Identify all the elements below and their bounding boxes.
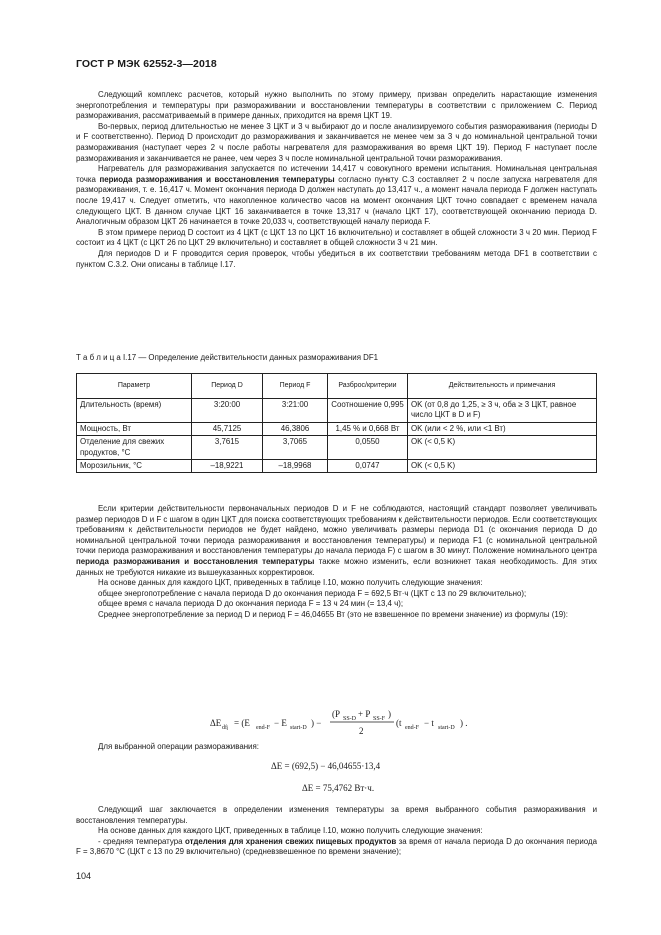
svg-text:− E: − E	[274, 718, 287, 728]
table-caption: Т а б л и ц а I.17 — Определение действительности данных размораживания DF1	[76, 353, 379, 362]
formula-result: ΔE = 75,4762 Вт·ч.	[302, 783, 375, 793]
svg-text:(t: (t	[396, 718, 402, 728]
svg-text:start-D: start-D	[438, 725, 455, 731]
table-cell: 0,0747	[328, 460, 408, 473]
document-header: ГОСТ Р МЭК 62552-3—2018	[76, 58, 217, 70]
svg-text:SS-F: SS-F	[373, 716, 386, 722]
table-cell: 1,45 % и 0,668 Вт	[328, 422, 408, 435]
table-header-cell: Параметр	[77, 374, 192, 399]
paragraph-1: Следующий комплекс расчетов, который нужно выполнить по этому примеру, призван определить нарастающие изменения энергопотребления и температуры при размораживании и восстановлении температуры в соответствии с приложением C. Период размораживания, рассматриваемый в примере данных, приходится на время ЦКТ 19.	[76, 90, 597, 121]
table-row	[77, 436, 597, 460]
text-block-bottom	[76, 805, 597, 858]
svg-text:): )	[388, 709, 391, 719]
validity-table	[76, 373, 597, 473]
svg-text:ΔE: ΔE	[210, 718, 222, 728]
table-cell: 46,3806	[263, 422, 328, 435]
paragraph-5: Для периодов D и F проводится серия проверок, чтобы убедиться в их соответствии требованиям метода DF1 в соответствии с пунктом C.3.2. Они описаны в таблице I.17.	[76, 248, 597, 269]
paragraph-8: общее энергопотребление с начала периода D до окончания периода F = 692,5 Вт·ч (ЦКТ с 13 по 29 включительно);	[98, 588, 527, 598]
svg-text:2: 2	[359, 726, 364, 736]
paragraph-6: Если критерии действительности первоначальных периодов D и F не соблюдаются, настоящий стандарт позволяет увеличивать размер периодов D и F с шагом в один ЦКТ для поиска соответствующих требованиям к действительности периодов. Если соответствующих требованиям к действительности периодов не будет найдено, можно увеличивать размеры периода D1 (с окончания периода D до номинальной центральной точки периода размораживания и восстановления температуры) и периода F1 (с номинальной центральной точки периода размораживания и восстановления температуры до начала периода F) с шагом в 30 минут. Положение номинального центра периода размораживания и восстановления температуры также можно изменить, если возникнет такая необходимость. Для этих данных не требуются никакие из вышеуказанных корректировок.	[76, 504, 597, 577]
table-cell: 3:20:00	[192, 399, 263, 423]
text-block-middle	[76, 504, 597, 621]
table-row	[77, 460, 597, 473]
formula-19	[210, 705, 510, 739]
paragraph-3: Нагреватель для размораживания запускается по истечении 14,417 ч совокупного времени испытания. Номинальная центральная точка периода размораживания и восстановления температуры согласно пункту C.3 составляет 2 ч после запуска нагревателя для размораживания, т. е. 16,417 ч. Момент окончания периода D должен наступать до 13,417 ч., а момент начала периода F должен наступать после 19,417 ч. Следует отметить, что накопленное количество часов на момент окончания ЦКТ точно совпадает с временем начала следующего ЦКТ. В данном случае ЦКТ 16 заканчивается в точке 13,317 ч (начало ЦКТ 17), соответствующей окончанию периода D. Аналогичным образом ЦКТ 26 начинается в точке 20,033 ч, соответствующей началу периода F.	[76, 164, 597, 227]
paragraph-10: Среднее энергопотребление за период D и период F = 46,04655 Вт (это не взвешенное по времени значение) из формулы (19):	[98, 609, 568, 619]
paragraph-9: общее время с начала периода D до окончания периода F = 13 ч 24 мин (= 13,4 ч);	[98, 599, 404, 609]
paragraph-4: В этом примере период D состоит из 4 ЦКТ (с ЦКТ 13 по ЦКТ 16 включительно) и составляет в общей сложности 3 ч 20 мин. Период F состоит из 4 ЦКТ (с ЦКТ 26 по ЦКТ 29 включительно) и составляет в общей сложности 3 ч 21 мин.	[76, 227, 597, 248]
svg-text:− t: − t	[424, 718, 434, 728]
table-cell: –18,9221	[192, 460, 263, 473]
paragraph-11: Для выбранной операции размораживания:	[98, 742, 259, 751]
svg-text:= (E: = (E	[234, 718, 250, 728]
paragraph-14: - средняя температура отделения для хранения свежих пищевых продуктов за время от начала периода D до окончания периода F = 3,8670 °С (ЦКТ с 13 по 29 включительно) (средневзвешенное по времени значение);	[76, 836, 597, 857]
table-cell: 3:21:00	[263, 399, 328, 423]
table-header-cell: Период F	[263, 374, 328, 399]
table-header-cell: Действительность и примечания	[408, 374, 597, 399]
paragraph-13: На основе данных для каждого ЦКТ, приведенных в таблице I.10, можно получить следующие значения:	[98, 826, 483, 836]
svg-text:+ P: + P	[358, 709, 371, 719]
paragraph-2: Во-первых, период длительностью не менее 3 ЦКТ и 3 ч выбирают до и после анализируемого события размораживания (периоды D и F соответственно). Период D происходит до размораживания и заканчивается не менее чем за 3 ч до номинальной центральной точки размораживания (наступает через 2 ч после работы нагревателя для размораживания во время ЦКТ 19). Период F наступает после размораживания и заканчивается не ранее, чем через 3 ч после номинальной центральной точки размораживания.	[76, 121, 597, 163]
svg-text:end-F: end-F	[405, 725, 419, 731]
table-header-row	[77, 374, 597, 399]
page-number: 104	[76, 871, 92, 881]
table-cell: OK (< 0,5 K)	[408, 436, 597, 460]
svg-text:start-D: start-D	[290, 725, 307, 731]
text-block-op	[76, 742, 597, 753]
table-cell: Длительность (время)	[77, 399, 192, 423]
table-cell: 3,7615	[192, 436, 263, 460]
table-cell: 3,7065	[263, 436, 328, 460]
table-cell: Соотношение 0,995	[328, 399, 408, 423]
paragraph-7: На основе данных для каждого ЦКТ, приведенных в таблице I.10, можно получить следующие значения:	[98, 578, 483, 588]
table-cell: OK (< 0,5 K)	[408, 460, 597, 473]
svg-text:) −: ) −	[311, 718, 322, 728]
svg-text:end-F: end-F	[256, 725, 270, 731]
table-row	[77, 399, 597, 423]
table-cell: Мощность, Вт	[77, 422, 192, 435]
table-cell: –18,9968	[263, 460, 328, 473]
table-cell: 0,0550	[328, 436, 408, 460]
paragraph-12: Следующий шаг заключается в определении изменения температуры за время выбранного события размораживания и восстановления температуры.	[76, 805, 597, 825]
text-block-top	[76, 90, 597, 270]
table-row	[77, 422, 597, 435]
table-cell: Морозильник, °С	[77, 460, 192, 473]
table-cell: Отделение для свежих продуктов, °С	[77, 436, 192, 460]
svg-text:) .: ) .	[460, 718, 468, 728]
table-header-cell: Период D	[192, 374, 263, 399]
table-header-cell: Разброс/критерии	[328, 374, 408, 399]
svg-text:SS-D: SS-D	[343, 716, 357, 722]
svg-text:(P: (P	[332, 709, 341, 719]
table-cell: 45,7125	[192, 422, 263, 435]
table-cell: OK (от 0,8 до 1,25, ≥ 3 ч, оба ≥ 3 ЦКТ, равное число ЦКТ в D и F)	[408, 399, 597, 423]
svg-text:dfj: dfj	[222, 725, 229, 731]
formula-calc: ΔE = (692,5) − 46,04655·13,4	[271, 761, 381, 771]
table-cell: OK (или < 2 %, или <1 Вт)	[408, 422, 597, 435]
